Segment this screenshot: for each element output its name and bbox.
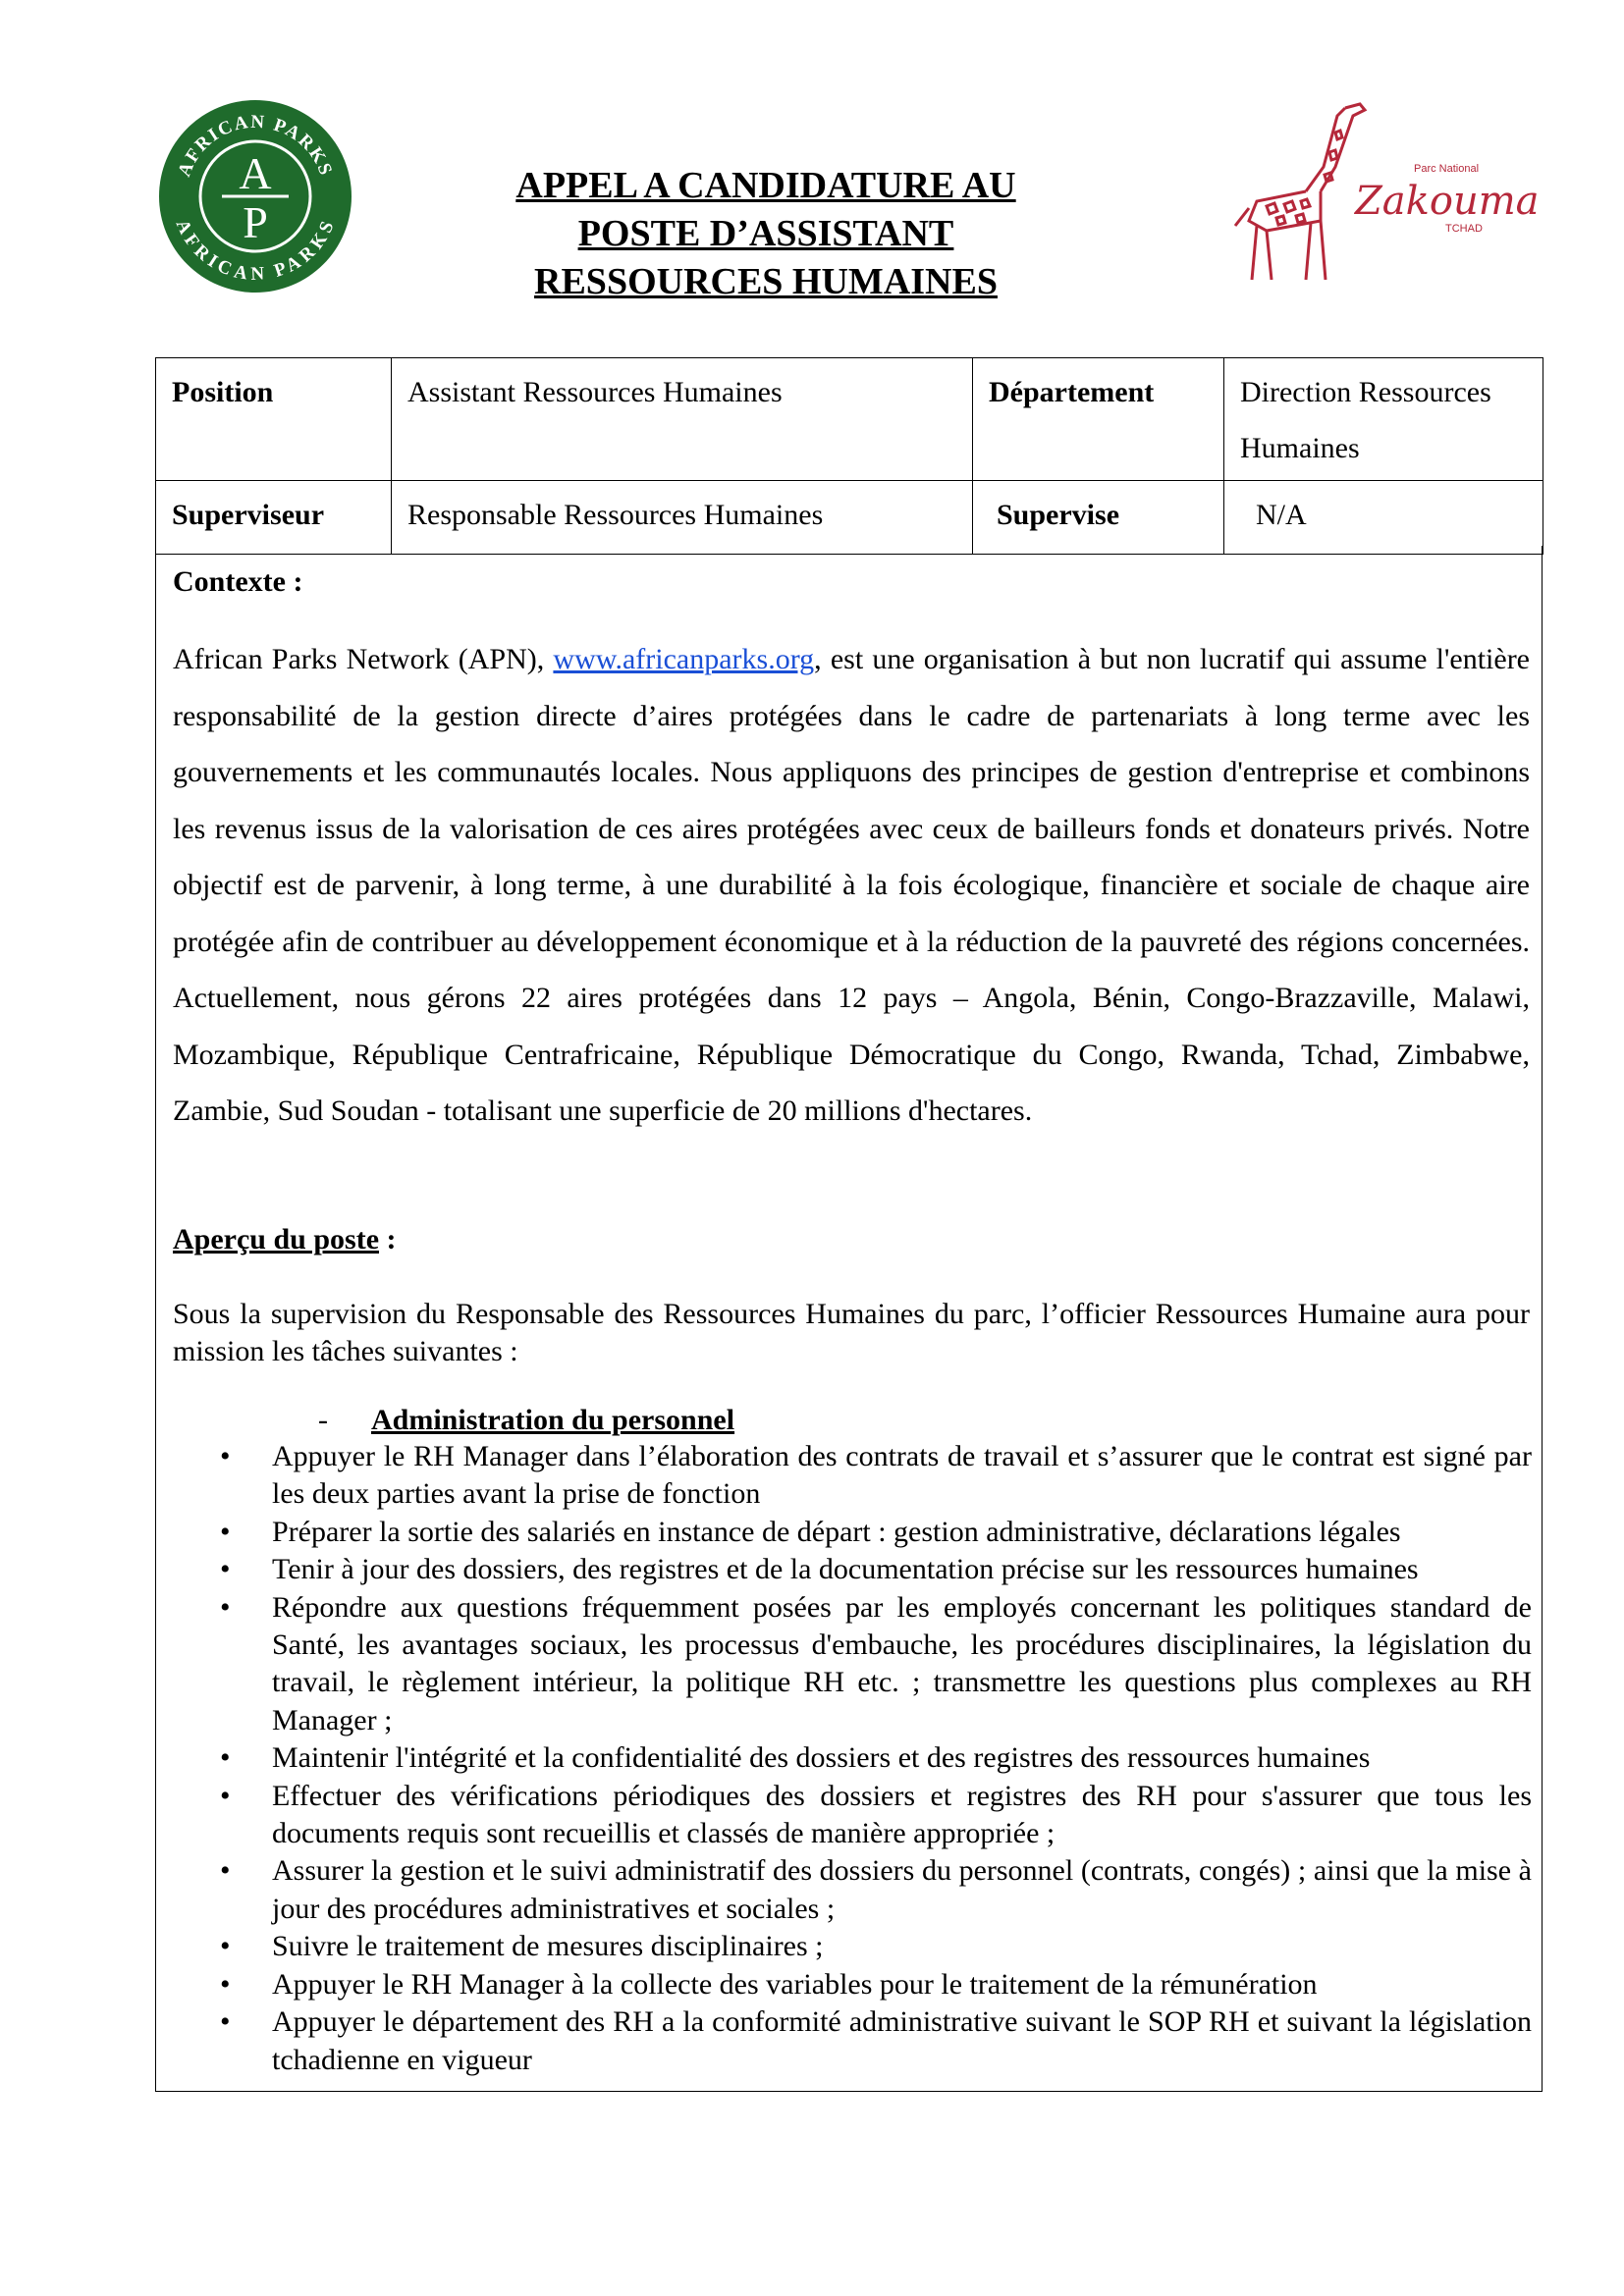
bullet-icon: • bbox=[220, 1779, 231, 1812]
zakouma-small-text: Parc National bbox=[1414, 163, 1480, 175]
position-label: Position bbox=[156, 358, 392, 481]
title-line-1: APPEL A CANDIDATURE AU bbox=[515, 165, 1016, 206]
list-item bbox=[173, 1852, 1532, 1928]
list-item bbox=[173, 1589, 1532, 1740]
bullet-icon: • bbox=[220, 1741, 231, 1775]
table-row bbox=[156, 358, 1543, 481]
zakouma-country: TCHAD bbox=[1445, 223, 1483, 235]
bullet-icon: • bbox=[220, 2005, 231, 2039]
bullet-icon: • bbox=[220, 1515, 231, 1548]
bullet-icon: • bbox=[220, 1854, 231, 1888]
african-parks-logo bbox=[157, 98, 353, 294]
apercu-heading bbox=[173, 1223, 397, 1256]
list-item-text: Appuyer le RH Manager dans l’élaboration des contrats de travail et s’assurer que le contrat est signé par les deux parties avant la prise de fonction bbox=[272, 1440, 1532, 1511]
job-description-box bbox=[155, 546, 1543, 2092]
list-item-text: Effectuer des vérifications périodiques des dossiers et registres des RH pour s'assurer que tous les documents requis sont recueillis et classés de manière appropriée ; bbox=[272, 1779, 1532, 1850]
page-title bbox=[412, 162, 1119, 306]
supervise-label: Supervise bbox=[973, 481, 1224, 555]
position-info-table bbox=[155, 357, 1543, 555]
contexte-text-rest: , est une organisation à but non lucratif qui assume l'entière responsabilité de la gestion directe d’aires protégées dans le cadre de partenariats à long terme avec les gouvernements et les communautés locales. Nous appliquons des principes de gestion d'entreprise et combinons les revenus issus de la valorisation de ces aires protégées avec ceux de bailleurs fonds et donateurs privés. Notre objectif est de parvenir, à long terme, à une durabilité à la fois écologique, financière et sociale de chaque aire protégée afin de contribuer au développement économique et à la réduction de la pauvreté des régions concernées. Actuellement, nous gérons 22 aires protégées dans 12 pays – Angola, Bénin, Congo-Brazzaville, Malawi, Mozambique, République Centrafricaine, République Démocratique du Congo, Rwanda, Tchad, Zimbabwe, Zambie, Sud Soudan - totalisant une superficie de 20 millions d'hectares. bbox=[173, 643, 1530, 1127]
zakouma-name: Zakouma bbox=[1355, 179, 1540, 224]
zakouma-giraffe-logo bbox=[1227, 98, 1540, 285]
section-dash: - bbox=[318, 1404, 328, 1436]
superviseur-value: Responsable Ressources Humaines bbox=[392, 481, 973, 555]
list-item-text: Suivre le traitement de mesures disciplinaires ; bbox=[272, 1930, 824, 1963]
contexte-paragraph bbox=[173, 631, 1530, 1140]
list-item-text: Répondre aux questions fréquemment posées par les employés concernant les politiques standard de Santé, les avantages sociaux, les processus d'embauche, les procédures disciplinaires, la législation du travail, le règlement intérieur, la politique RH etc. ; transmettre les questions plus complexes au RH Manager ; bbox=[272, 1590, 1532, 1736]
task-list bbox=[173, 1438, 1532, 2079]
section-heading bbox=[318, 1404, 734, 1437]
logo-text-top: AFRICAN PARKS bbox=[174, 111, 337, 180]
contexte-heading: Contexte : bbox=[173, 565, 303, 598]
apercu-heading-suffix: : bbox=[379, 1223, 397, 1255]
list-item-text: Maintenir l'intégrité et la confidentialité des dossiers et des registres des ressources humaines bbox=[272, 1741, 1371, 1775]
list-item bbox=[173, 1438, 1532, 1514]
apercu-intro: Sous la supervision du Responsable des Ressources Humaines du parc, l’officier Ressources Humaine aura pour mission les tâches suivantes : bbox=[173, 1298, 1530, 1367]
logo-letter-p: P bbox=[243, 197, 268, 247]
title-line-3: RESSOURCES HUMAINES bbox=[534, 261, 998, 302]
list-item-text: Appuyer le département des RH a la conformité administrative suivant le SOP RH et suivant la législation tchadienne en vigueur bbox=[272, 2005, 1532, 2076]
bullet-icon: • bbox=[220, 1553, 231, 1586]
list-item-text: Assurer la gestion et le suivi administratif des dossiers du personnel (contrats, congés) ; ainsi que la mise à jour des procédures administratives et sociales ; bbox=[272, 1854, 1532, 1925]
bullet-icon: • bbox=[220, 1930, 231, 1963]
position-value: Assistant Ressources Humaines bbox=[392, 358, 973, 481]
list-item-text: Préparer la sortie des salariés en instance de départ : gestion administrative, déclarations légales bbox=[272, 1515, 1401, 1548]
contexte-text-start: African Parks Network (APN), bbox=[173, 643, 554, 675]
bullet-icon: • bbox=[220, 1967, 231, 2001]
list-item-text: Tenir à jour des dossiers, des registres et de la documentation précise sur les ressources humaines bbox=[272, 1553, 1419, 1586]
departement-label: Département bbox=[973, 358, 1224, 481]
table-row bbox=[156, 481, 1543, 555]
supervise-value: N/A bbox=[1224, 481, 1543, 555]
title-line-2: POSTE D’ASSISTANT bbox=[577, 213, 954, 254]
logo-letter-a: A bbox=[239, 148, 272, 198]
africanparks-link[interactable]: www.africanparks.org bbox=[553, 643, 815, 675]
apercu-heading-text: Aperçu du poste bbox=[173, 1223, 380, 1255]
list-item bbox=[173, 1928, 1532, 1965]
superviseur-label: Superviseur bbox=[156, 481, 392, 555]
bullet-icon: • bbox=[220, 1590, 231, 1624]
logo-text-bottom: AFRICAN PARKS bbox=[171, 216, 340, 286]
list-item bbox=[173, 1514, 1532, 1551]
departement-value: Direction Ressources Humaines bbox=[1224, 358, 1543, 481]
list-item bbox=[173, 1739, 1532, 1777]
section-title: Administration du personnel bbox=[371, 1404, 735, 1436]
list-item bbox=[173, 1778, 1532, 1853]
list-item bbox=[173, 1551, 1532, 1588]
list-item-text: Appuyer le RH Manager à la collecte des variables pour le traitement de la rémunération bbox=[272, 1967, 1318, 2001]
list-item bbox=[173, 2003, 1532, 2079]
list-item bbox=[173, 1966, 1532, 2003]
bullet-icon: • bbox=[220, 1440, 231, 1472]
